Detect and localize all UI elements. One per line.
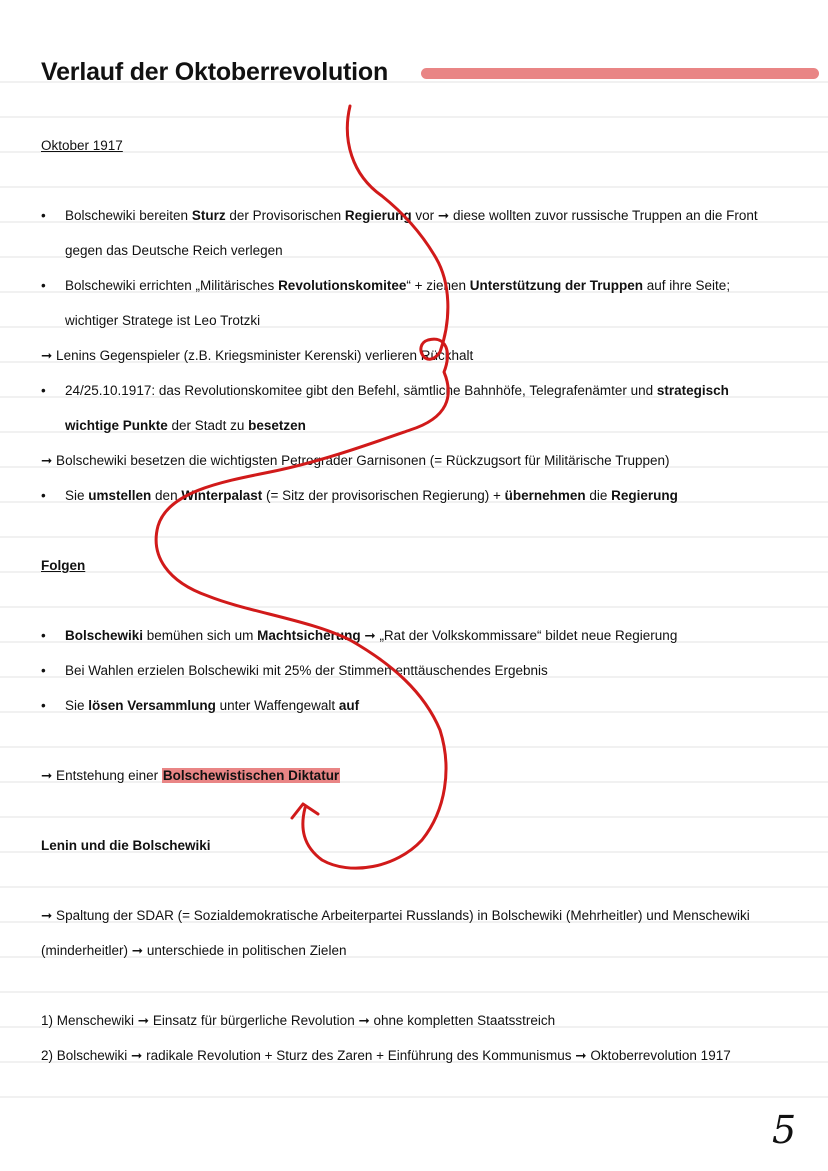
paragraph-continuation: (minderheitler) ➞ unterschiede in politischen Zielen [41,943,347,958]
highlighted-term: Bolschewistischen Diktatur [162,768,340,783]
bullet-item: • Bolschewiki errichten „Militärisches Revolutionskomitee“ + ziehen Unterstützung der Truppen auf ihre Seite; [41,278,731,293]
bullet-continuation: wichtige Punkte der Stadt zu besetzen [65,418,306,433]
bullet-item: • 24/25.10.1917: das Revolutionskomitee gibt den Befehl, sämtliche Bahnhöfe, Telegrafenämter und strategisch [41,383,729,398]
bullet-icon: • [41,628,46,643]
bullet-item: • Bolschewiki bemühen sich um Machtsicherung ➞ „Rat der Volkskommissare“ bildet neue Regierung [41,628,678,643]
page-number: 5 [772,1108,797,1152]
numbered-item: 1) Menschewiki ➞ Einsatz für bürgerliche Revolution ➞ ohne kompletten Staatsstreich [41,1013,556,1028]
bullet-item: • Bolschewiki bereiten Sturz der Provisorischen Regierung vor ➞ diese wollten zuvor russische Truppen an die Front [41,208,758,223]
lenin-heading: Lenin und die Bolschewiki [41,838,211,853]
arrow-line: ➞ Bolschewiki besetzen die wichtigsten Petrograder Garnisonen (= Rückzugsort für Militärische Truppen) [41,453,670,468]
title-highlight-bar [421,68,819,79]
bullet-continuation: wichtiger Stratege ist Leo Trotzki [65,313,261,328]
bullet-icon: • [41,383,46,398]
bullet-icon: • [41,488,46,503]
bullet-icon: • [41,208,46,223]
page-title: Verlauf der Oktoberrevolution [41,58,389,86]
bullet-continuation: gegen das Deutsche Reich verlegen [65,243,283,258]
bullet-item: • Sie umstellen den Winterpalast (= Sitz der provisorischen Regierung) + übernehmen die Regierung [41,488,678,503]
bullet-icon: • [41,663,46,678]
bullet-item: • Bei Wahlen erzielen Bolschewiki mit 25% der Stimmen enttäuschendes Ergebnis [41,663,548,678]
date-heading: Oktober 1917 [41,138,123,153]
numbered-item: 2) Bolschewiki ➞ radikale Revolution + Sturz des Zaren + Einführung des Kommunismus ➞ Oktoberrevolution 1917 [41,1048,731,1063]
bullet-icon: • [41,278,46,293]
paragraph-line: ➞ Spaltung der SDAR (= Sozialdemokratische Arbeiterpartei Russlands) in Bolschewiki (Mehrheitler) und Menschewiki [41,908,750,923]
folgen-heading: Folgen [41,558,86,573]
arrow-line: ➞ Lenins Gegenspieler (z.B. Kriegsminister Kerenski) verlieren Rückhalt [41,348,474,363]
bullet-icon: • [41,698,46,713]
result-line: ➞ Entstehung einer Bolschewistischen Diktatur [41,768,340,783]
bullet-item: • Sie lösen Versammlung unter Waffengewalt auf [41,698,360,713]
